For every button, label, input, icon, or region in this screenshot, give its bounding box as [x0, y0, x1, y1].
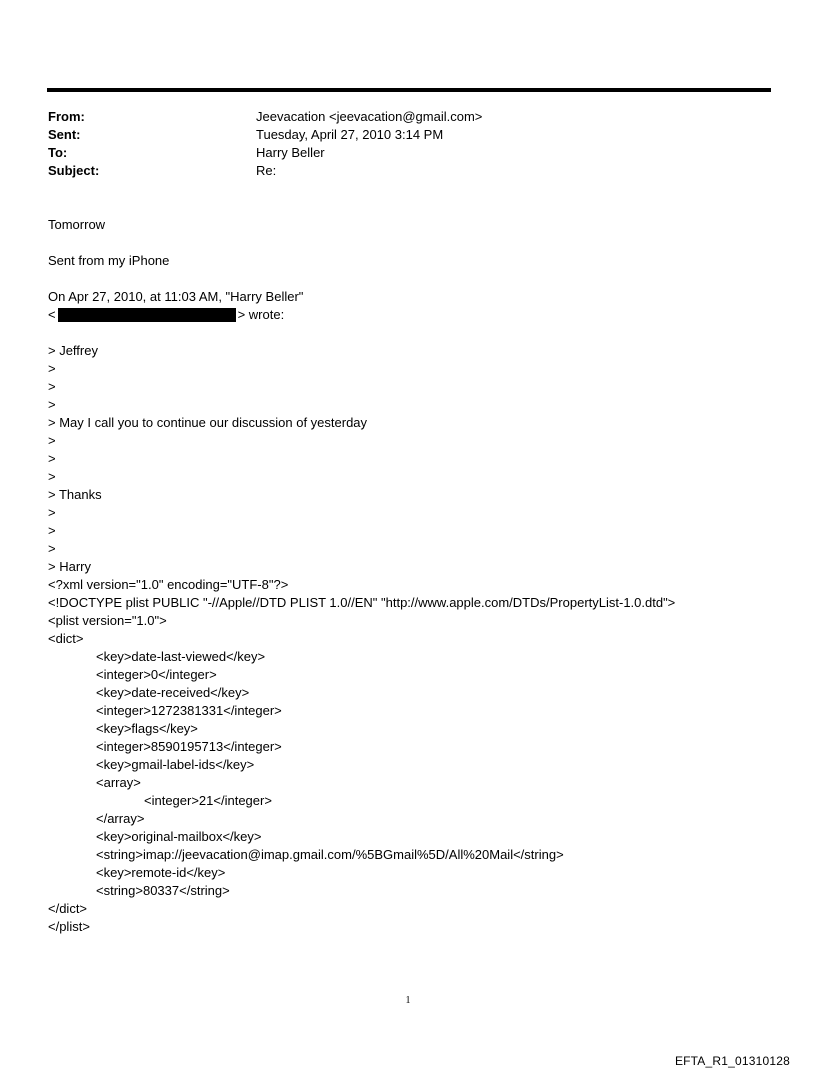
email-body — [48, 216, 768, 936]
sent-label: Sent: — [48, 127, 81, 142]
plist-line: <integer>21</integer> — [144, 793, 272, 808]
plist-line: <string>imap://jeevacation@imap.gmail.com/%5BGmail%5D/All%20Mail</string> — [96, 847, 564, 862]
quote-intro-sender-line — [48, 306, 768, 324]
quote-intro: On Apr 27, 2010, at 11:03 AM, "Harry Beller" — [48, 289, 304, 304]
quoted-line: > Jeffrey — [48, 343, 98, 358]
sent-row — [48, 126, 748, 144]
reply-text: Tomorrow — [48, 217, 106, 232]
quoted-line: > — [48, 541, 56, 556]
quote-intro-wrote: > wrote: — [237, 307, 285, 322]
signature-text: Sent from my iPhone — [48, 253, 170, 268]
redaction-box — [58, 308, 236, 322]
plist-line: <integer>1272381331</integer> — [96, 703, 282, 718]
plist-line: </array> — [96, 811, 145, 826]
plist-line: <integer>8590195713</integer> — [96, 739, 282, 754]
to-value: Harry Beller — [256, 145, 325, 160]
subject-row — [48, 162, 748, 180]
plist-line: <key>date-last-viewed</key> — [96, 649, 266, 664]
plist-line: <key>remote-id</key> — [96, 865, 226, 880]
header-divider — [47, 88, 771, 92]
quoted-line: > — [48, 469, 56, 484]
plist-line: </dict> — [48, 901, 88, 916]
quoted-message — [48, 342, 768, 576]
quoted-line: > — [48, 505, 56, 520]
spacer — [48, 234, 768, 252]
plist-line: <key>original-mailbox</key> — [96, 829, 262, 844]
plist-line: <plist version="1.0"> — [48, 613, 167, 628]
email-header — [48, 108, 748, 180]
document-id: EFTA_R1_01310128 — [674, 1054, 790, 1068]
quoted-line: > — [48, 397, 56, 412]
plist-line: <key>date-received</key> — [96, 685, 250, 700]
spacer — [48, 270, 768, 288]
from-row — [48, 108, 748, 126]
quote-intro-open-bracket: < — [48, 307, 56, 322]
spacer — [48, 324, 768, 342]
plist-line: </plist> — [48, 919, 90, 934]
to-label: To: — [48, 145, 68, 160]
quoted-line: > Thanks — [48, 487, 102, 502]
plist-block — [48, 576, 768, 936]
plist-line: <integer>0</integer> — [96, 667, 217, 682]
sent-value: Tuesday, April 27, 2010 3:14 PM — [256, 127, 444, 142]
quoted-line: > — [48, 361, 56, 376]
quoted-line: > — [48, 433, 56, 448]
plist-line: <?xml version="1.0" encoding="UTF-8"?> — [48, 577, 289, 592]
from-label: From: — [48, 109, 85, 124]
plist-line: <array> — [96, 775, 141, 790]
plist-line: <key>gmail-label-ids</key> — [96, 757, 255, 772]
quoted-line: > Harry — [48, 559, 91, 574]
page-number: 1 — [405, 995, 411, 1006]
quoted-line: > — [48, 523, 56, 538]
quoted-line: > May I call you to continue our discussion of yesterday — [48, 415, 368, 430]
subject-label: Subject: — [48, 163, 100, 178]
from-value: Jeevacation <jeevacation@gmail.com> — [256, 109, 483, 124]
quoted-line: > — [48, 451, 56, 466]
plist-line: <dict> — [48, 631, 84, 646]
subject-value: Re: — [256, 163, 277, 178]
plist-line: <key>flags</key> — [96, 721, 198, 736]
plist-line: <string>80337</string> — [96, 883, 230, 898]
to-row — [48, 144, 748, 162]
quoted-line: > — [48, 379, 56, 394]
plist-line: <!DOCTYPE plist PUBLIC "-//Apple//DTD PLIST 1.0//EN" "http://www.apple.com/DTDs/PropertyList-1.0.dtd"> — [48, 595, 676, 610]
